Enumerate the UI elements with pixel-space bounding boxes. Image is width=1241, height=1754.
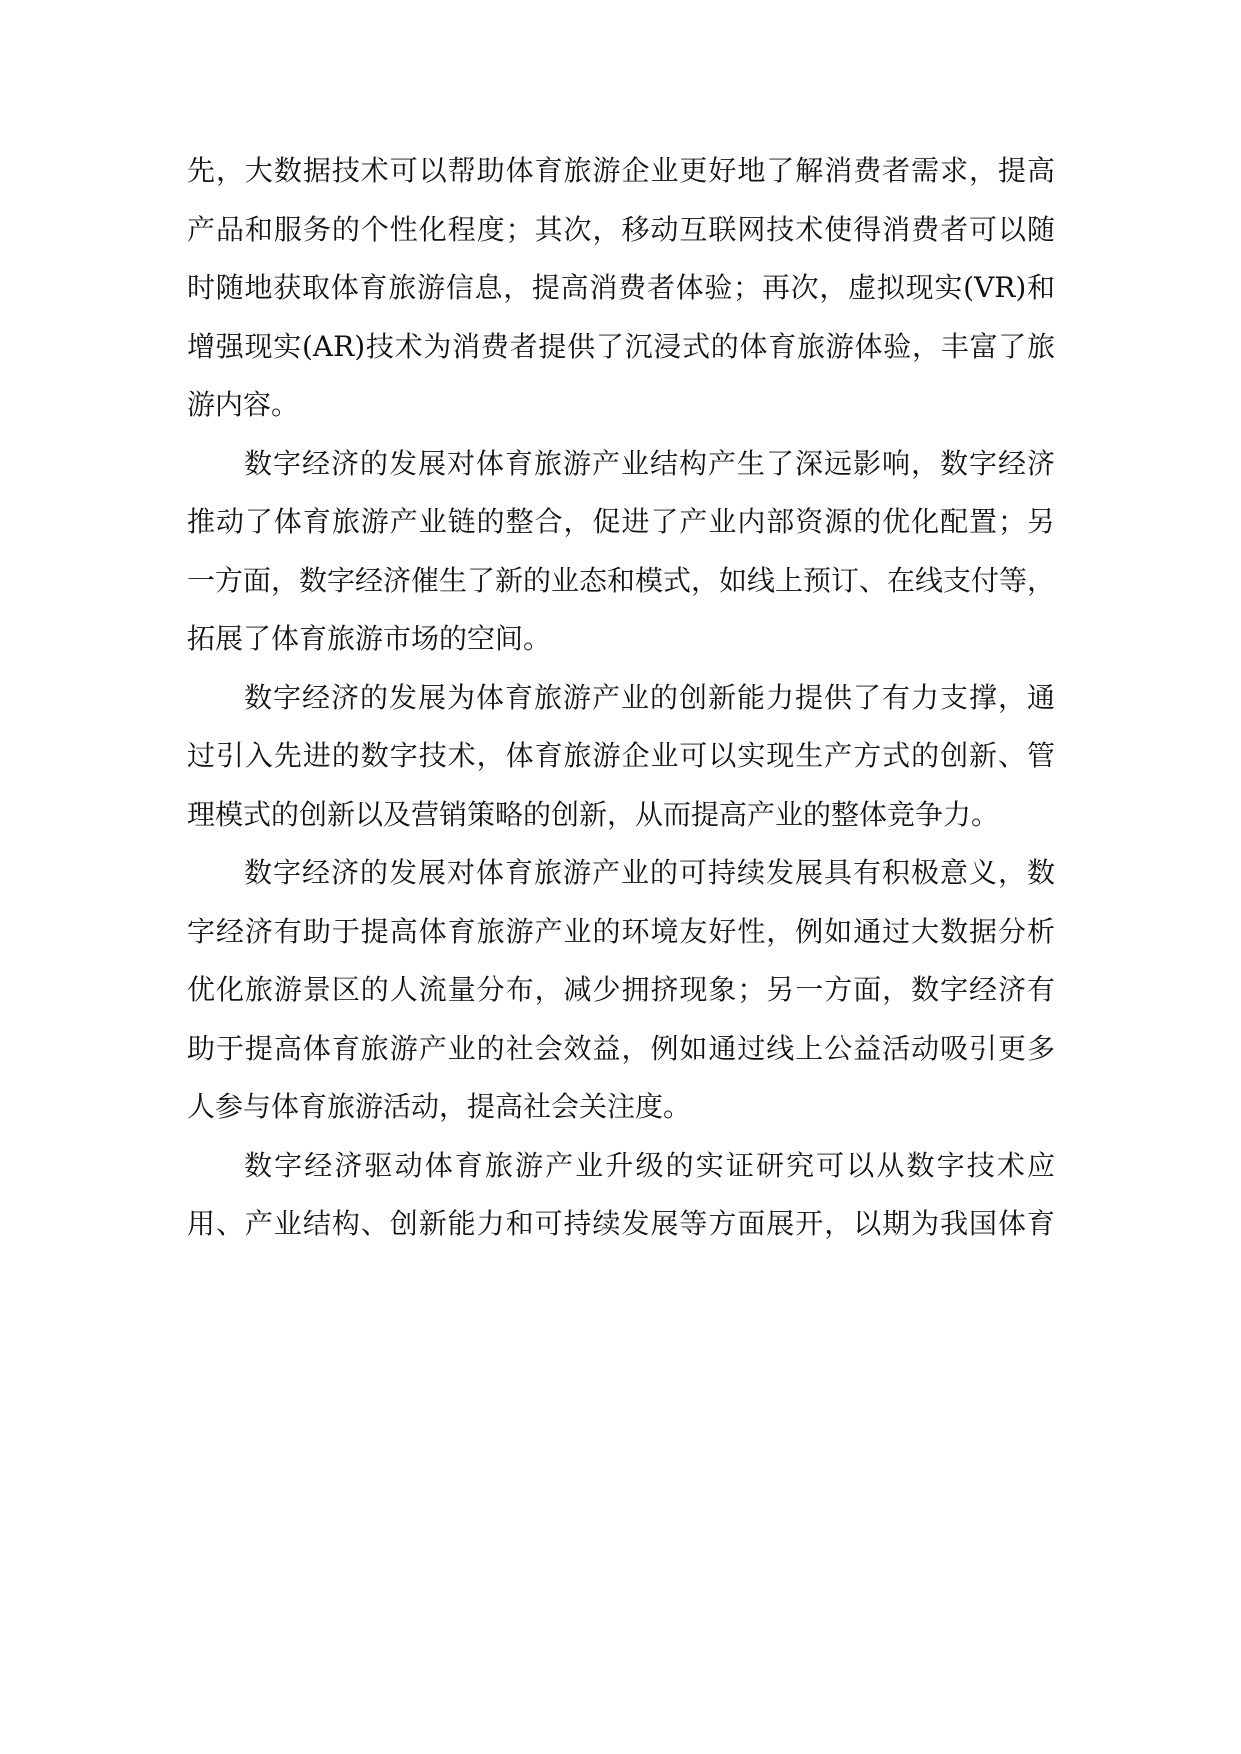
text-line: 优化旅游景区的人流量分布，减少拥挤现象；另一方面，数字经济有	[187, 973, 1055, 1006]
paragraph-3	[187, 669, 1055, 845]
text-line: 过引入先进的数字技术，体育旅游企业可以实现生产方式的创新、管	[187, 739, 1055, 772]
body-text	[187, 142, 1055, 1254]
text-line: 数字经济的发展为体育旅游产业的创新能力提供了有力支撑，通	[244, 680, 1055, 714]
text-line: 先，大数据技术可以帮助体育旅游企业更好地了解消费者需求，提高	[187, 154, 1055, 187]
paragraph-5	[187, 1137, 1055, 1254]
text-line: 人参与体育旅游活动，提高社会关注度。	[187, 1090, 692, 1123]
text-line: 游内容。	[187, 388, 300, 421]
text-line: 字经济有助于提高体育旅游产业的环境友好性，例如通过大数据分析	[187, 914, 1055, 948]
text-line: 产品和服务的个性化程度；其次，移动互联网技术使得消费者可以随	[187, 212, 1055, 246]
paragraph-2	[187, 435, 1055, 669]
paragraph-1	[187, 142, 1055, 435]
text-line: 一方面，数字经济催生了新的业态和模式，如线上预订、在线支付等，	[187, 563, 1056, 597]
text-line: 拓展了体育旅游市场的空间。	[187, 622, 552, 655]
text-line: 时随地获取体育旅游信息，提高消费者体验；再次，虚拟现实(VR)和	[187, 271, 1055, 304]
text-line: 数字经济的发展对体育旅游产业结构产生了深远影响，数字经济	[244, 446, 1055, 480]
text-line: 推动了体育旅游产业链的整合，促进了产业内部资源的优化配置；另	[187, 505, 1055, 538]
text-line: 增强现实(AR)技术为消费者提供了沉浸式的体育旅游体验，丰富了旅	[187, 329, 1055, 363]
text-line: 理模式的创新以及营销策略的创新，从而提高产业的整体竞争力。	[187, 797, 1000, 831]
text-line: 助于提高体育旅游产业的社会效益，例如通过线上公益活动吸引更多	[187, 1031, 1055, 1065]
text-line: 数字经济驱动体育旅游产业升级的实证研究可以从数字技术应	[244, 1148, 1055, 1182]
paragraph-4	[187, 844, 1055, 1137]
text-line: 用、产业结构、创新能力和可持续发展等方面展开，以期为我国体育	[187, 1207, 1055, 1240]
text-line: 数字经济的发展对体育旅游产业的可持续发展具有积极意义，数	[244, 856, 1055, 889]
